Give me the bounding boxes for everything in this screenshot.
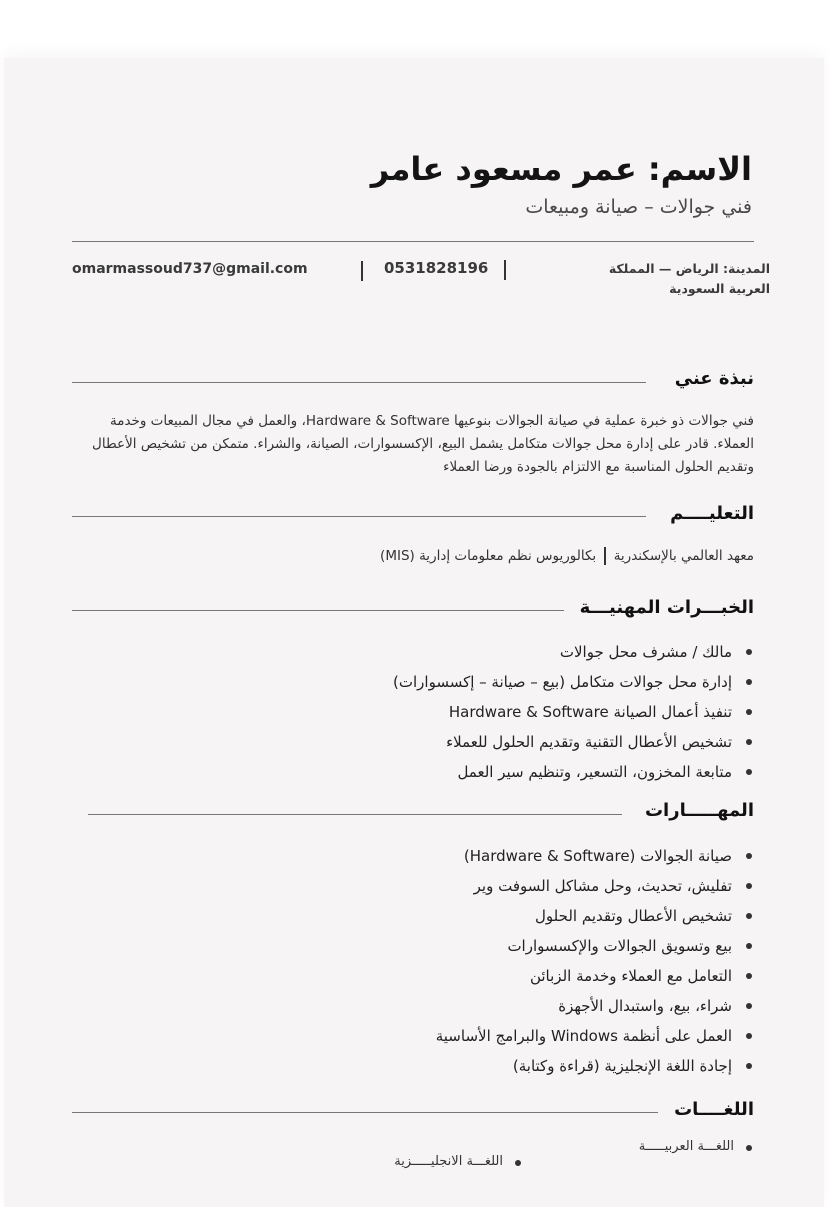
skill-item: العمل على أنظمة Windows والبرامج الأساسية — [436, 1021, 752, 1051]
contact-phone: 0531828196 — [384, 259, 489, 277]
experience-item: مالك / مشرف محل جوالات — [393, 637, 752, 667]
language-item: اللغـــة الانجليـــــزية — [0, 1154, 521, 1169]
about-text: فني جوالات ذو خبرة عملية في صيانة الجوالات بنوعيها Hardware & Software، والعمل في مجال المبيعات وخدمة العملاء. قادر على إدارة محل جوالات متكامل يشمل البيع، الإكسسوارات، الصيانة، والشراء. متمكن من تشخيص الأعطال وتقديم الحلول المناسبة مع الالتزام بالجودة ورضا العملاء — [92, 413, 754, 475]
resume-page — [4, 58, 824, 1207]
experience-item: متابعة المخزون، التسعير، وتنظيم سير العمل — [393, 757, 752, 787]
education-degree: بكالوريوس نظم معلومات إدارية (MIS) — [380, 548, 597, 564]
skills-divider — [88, 814, 622, 815]
education-entry — [380, 547, 754, 565]
skill-item: تشخيص الأعطال وتقديم الحلول — [436, 901, 752, 931]
about-divider — [72, 382, 646, 383]
candidate-name: الاسم: عمر مسعود عامر — [370, 150, 752, 188]
languages-divider — [72, 1112, 658, 1113]
skills-list — [436, 841, 752, 1081]
education-institute: معهد العالمي بالإسكندرية — [613, 548, 754, 564]
experience-divider — [72, 610, 564, 611]
languages-title: اللغــــات — [674, 1099, 754, 1120]
contact-separator — [504, 260, 506, 280]
skill-item: صيانة الجوالات (Hardware & Software) — [436, 841, 752, 871]
contact-email: omarmassoud737@gmail.com — [72, 261, 308, 277]
experience-item: إدارة محل جوالات متكامل (بيع – صيانة – إكسسوارات) — [393, 667, 752, 697]
skill-item: التعامل مع العملاء وخدمة الزبائن — [436, 961, 752, 991]
experience-title: الخبـــرات المهنيـــة — [579, 597, 754, 618]
skills-title: المهـــــارات — [644, 800, 754, 821]
education-title: التعليــــم — [670, 503, 754, 524]
skill-item: تفليش، تحديث، وحل مشاكل السوفت وير — [436, 871, 752, 901]
skill-item: شراء، بيع، واستبدال الأجهزة — [436, 991, 752, 1021]
language-item: اللغـــة العربيـــــة — [0, 1139, 752, 1154]
education-divider — [72, 516, 646, 517]
skill-item: بيع وتسويق الجوالات والإكسسوارات — [436, 931, 752, 961]
skill-item: إجادة اللغة الإنجليزية (قراءة وكتابة) — [436, 1051, 752, 1081]
contact-city: المدينة: الرياض — المملكة العربية السعودية — [608, 261, 770, 296]
experience-item: تشخيص الأعطال التقنية وتقديم الحلول للعملاء — [393, 727, 752, 757]
experience-list — [393, 637, 752, 787]
experience-item: تنفيذ أعمال الصيانة Hardware & Software — [393, 697, 752, 727]
education-separator — [604, 547, 606, 565]
header-divider — [72, 241, 754, 242]
about-title: نبذة عني — [674, 368, 754, 389]
contact-separator — [361, 261, 363, 281]
job-title: فني جوالات – صيانة ومبيعات — [525, 196, 752, 218]
